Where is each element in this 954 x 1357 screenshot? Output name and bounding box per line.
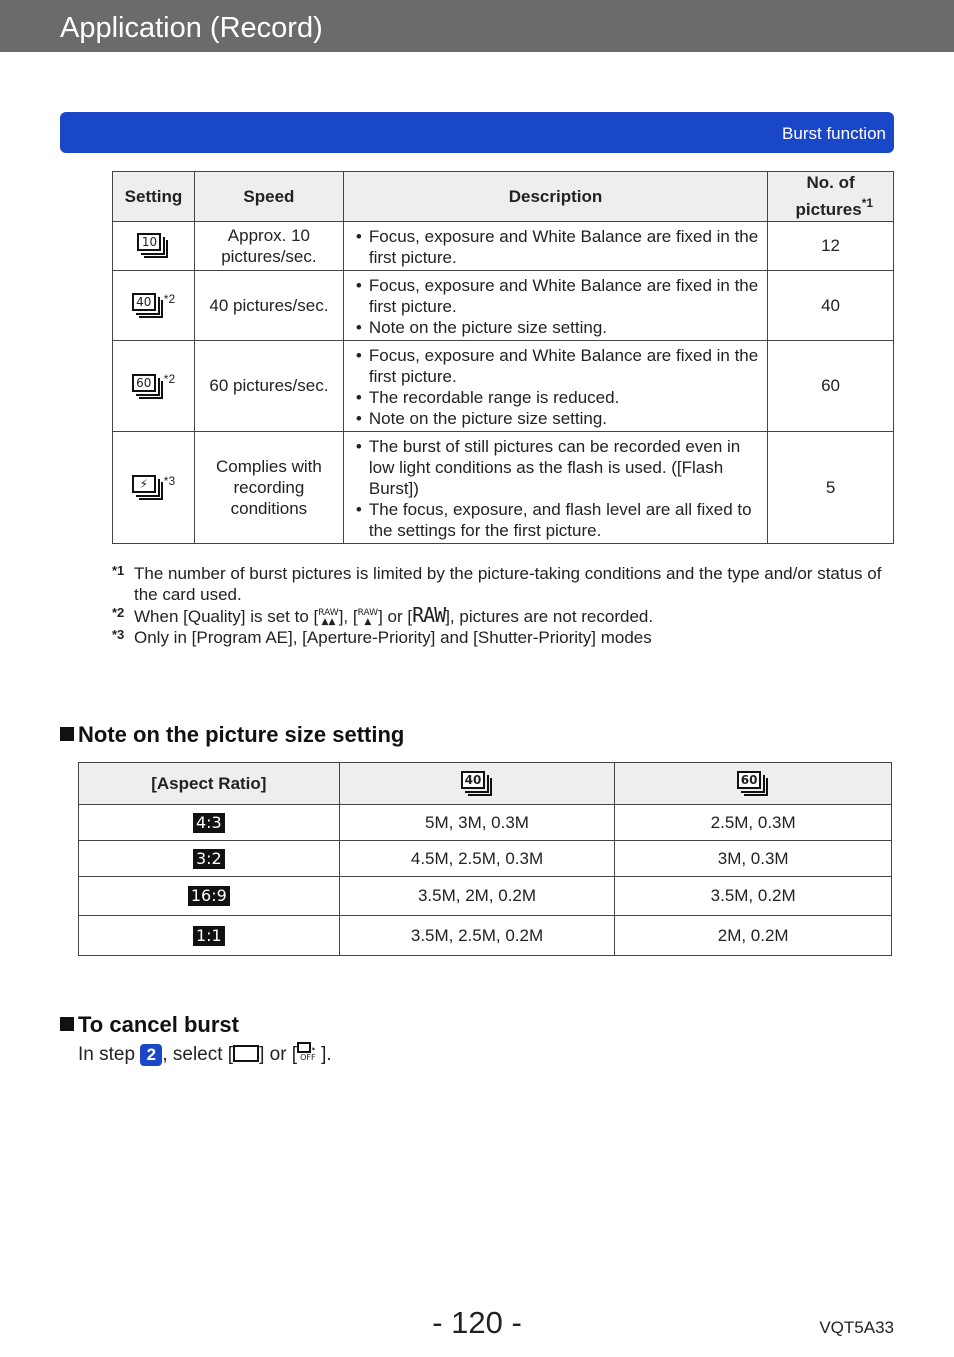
burst-60-icon: 60 [132, 374, 164, 400]
table-header-row [113, 172, 894, 222]
speed-cell: 60 pictures/sec. [194, 341, 343, 432]
burst-40-icon: 40 [461, 771, 493, 797]
description-cell: • Focus, exposure and White Balance are fixed in the first picture. [343, 222, 767, 271]
description-cell: • Focus, exposure and White Balance are fixed in the first picture. • The recordable range is reduced. • Note on the picture size setting. [343, 341, 767, 432]
table-row [79, 841, 892, 877]
size-60-cell: 3M, 0.3M [615, 841, 892, 877]
header-count: No. of pictures$^{*1}$ [768, 172, 894, 222]
size-60-cell: 3.5M, 0.2M [615, 877, 892, 916]
speed-cell: Complies with recording conditions [194, 432, 343, 544]
section-label: Burst function [782, 124, 886, 143]
raw-icon: RAW [412, 603, 446, 627]
size-40-cell: 5M, 3M, 0.3M [339, 805, 615, 841]
table-row [113, 432, 894, 544]
burst-40-icon: 40 [132, 293, 164, 319]
footnote-3: *3 Only in [Program AE], [Aperture-Priority] and [Shutter-Priority] modes [112, 627, 652, 647]
table-row [79, 877, 892, 916]
section-bar [60, 112, 894, 153]
raw-standard-icon: RAW ▲ [357, 608, 379, 627]
header-60 [615, 763, 892, 805]
square-bullet-icon [60, 727, 74, 741]
document-code: VQT5A33 [819, 1318, 894, 1337]
size-40-cell: 3.5M, 2M, 0.2M [339, 877, 615, 916]
cancel-heading: To cancel burst [60, 1012, 239, 1038]
footnotes [112, 563, 902, 648]
table-row [113, 271, 894, 341]
setting-cell: 40 $^{*2}$ [113, 271, 195, 341]
single-shot-icon [233, 1045, 259, 1062]
aspect-16-9-icon: 16:9 [188, 886, 230, 906]
table-row [79, 805, 892, 841]
aspect-4-3-icon: 4:3 [193, 813, 225, 833]
count-cell: 12 [768, 222, 894, 271]
picture-size-table [78, 762, 892, 956]
aspect-3-2-icon: 3:2 [193, 849, 225, 869]
header-description: Description [343, 172, 767, 222]
header-aspect-ratio: [Aspect Ratio] [79, 763, 340, 805]
size-40-cell: 4.5M, 2.5M, 0.3M [339, 841, 615, 877]
aspect-1-1-icon: 1:1 [193, 926, 225, 946]
setting-cell [113, 222, 195, 271]
description-cell: • The burst of still pictures can be recorded even in low light conditions as the flash is used. ([Flash Burst]) • The focus, exposure, and flash level are all fixed to the settings for the first picture. [343, 432, 767, 544]
speed-cell: 40 pictures/sec. [194, 271, 343, 341]
burst-table [112, 171, 894, 544]
header-setting: Setting [113, 172, 195, 222]
size-60-cell: 2M, 0.2M [615, 916, 892, 956]
page-number: - 120 - [432, 1305, 522, 1340]
size-40-cell: 3.5M, 2.5M, 0.2M [339, 916, 615, 956]
table-row [113, 341, 894, 432]
setting-cell: 60 $^{*2}$ [113, 341, 195, 432]
header-40 [339, 763, 615, 805]
step-number-badge: 2 [140, 1044, 162, 1066]
size-heading: Note on the picture size setting [60, 722, 404, 748]
cancel-instruction: In step 2 , select [ ] or [ ◔ OFF ]. [78, 1044, 332, 1065]
square-bullet-icon [60, 1017, 74, 1031]
flash-burst-icon: ⚡ [132, 475, 164, 501]
top-bar [0, 0, 954, 52]
burst-60-icon: 60 [737, 771, 769, 797]
count-cell: 60 [768, 341, 894, 432]
count-cell: 5 [768, 432, 894, 544]
footnote-1: *1 The number of burst pictures is limited by the picture-taking conditions and the type and/or status of the card used. [112, 563, 882, 604]
footnote-2: *2 When [Quality] is set to [RAW ▲▲ ], [RAW ▲ ] or [RAW], pictures are not recorded. [112, 603, 654, 627]
setting-cell: ⚡ $^{*3}$ [113, 432, 195, 544]
count-cell: 40 [768, 271, 894, 341]
table-row [113, 222, 894, 271]
burst-10-icon: 10 [137, 233, 169, 259]
size-60-cell: 2.5M, 0.3M [615, 805, 892, 841]
speed-cell: Approx. 10 pictures/sec. [194, 222, 343, 271]
header-speed: Speed [194, 172, 343, 222]
page-title: Application (Record) [60, 12, 323, 44]
table-row [79, 916, 892, 956]
size-header-row [79, 763, 892, 805]
burst-self-timer-off-icon: ◔ OFF [297, 1042, 321, 1064]
raw-fine-icon: RAW ▲▲ [318, 608, 339, 627]
description-cell: • Focus, exposure and White Balance are fixed in the first picture. • Note on the picture size setting. [343, 271, 767, 341]
